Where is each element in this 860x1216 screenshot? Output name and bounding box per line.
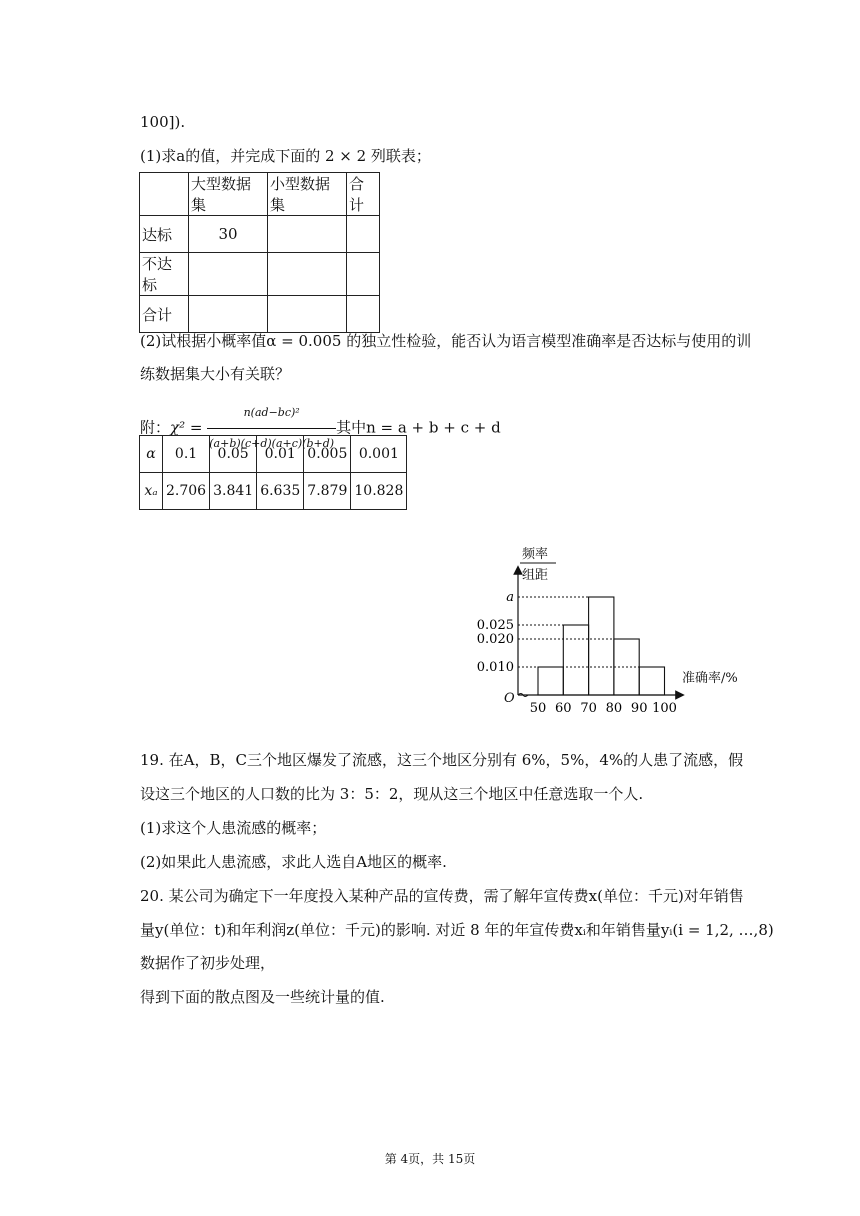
- y-tick-label: a: [506, 590, 514, 605]
- table-cell: 2.706: [163, 473, 210, 510]
- table-cell: 3.841: [210, 473, 257, 510]
- table-cell: 0.01: [257, 436, 304, 473]
- formula-where: 其中n = a + b + c + d: [336, 418, 501, 437]
- fraction-numerator: n(ad−bc)²: [207, 398, 336, 429]
- y-tick-label: 0.025: [476, 618, 514, 633]
- histogram-bar: [639, 667, 664, 695]
- text-line-continuation: 100]).: [140, 113, 186, 131]
- question-19-line-2: 设这三个地区的人口数的比为 3：5：2，现从这三个地区中任意选取一个人.: [140, 785, 644, 803]
- histogram-bar: [589, 597, 614, 695]
- table-cell: 0.005: [304, 436, 351, 473]
- table-header: 大型数据集: [189, 173, 268, 216]
- question-part-2: (2)试根据小概率值α = 0.005 的独立性检验，能否认为语言模型准确率是否达标与使用的训: [140, 332, 752, 350]
- question-19-line-1: 19. 在A，B，C三个地区爆发了流感，这三个地区分别有 6%，5%，4%的人患了流感，假: [140, 751, 744, 769]
- y-axis-label-bottom: 组距: [522, 568, 549, 583]
- x-tick-label: 100: [652, 701, 677, 716]
- table-row-label: xₐ: [140, 473, 163, 510]
- table-cell: 10.828: [351, 473, 407, 510]
- critical-value-table: [139, 435, 407, 510]
- table-cell: [268, 296, 347, 333]
- table-cell: [268, 216, 347, 253]
- x-axis-label: 准确率/%: [682, 671, 738, 686]
- table-row-label: 合计: [140, 296, 189, 333]
- table-cell: [268, 253, 347, 296]
- y-axis-label-top: 频率: [522, 547, 549, 562]
- table-cell: [347, 296, 380, 333]
- table-header: 合计: [347, 173, 380, 216]
- table-cell: 0.05: [210, 436, 257, 473]
- table-row-label: 不达标: [140, 253, 189, 296]
- x-tick-label: 70: [580, 701, 597, 716]
- table-cell: 7.879: [304, 473, 351, 510]
- question-part-1: (1)求a的值，并完成下面的 2 × 2 列联表；: [140, 147, 431, 165]
- question-19-part-1: (1)求这个人患流感的概率；: [140, 819, 327, 837]
- table-cell: [347, 253, 380, 296]
- appendix-label: 附：: [140, 418, 171, 437]
- frequency-histogram: [470, 540, 760, 720]
- question-19-part-2: (2)如果此人患流感，求此人选自A地区的概率.: [140, 853, 447, 871]
- question-part-2-cont: 练数据集大小有关联？: [140, 365, 291, 383]
- table-cell: 30: [189, 216, 268, 253]
- y-tick-label: 0.020: [476, 632, 514, 647]
- x-tick-label: 80: [605, 701, 623, 716]
- table-row-label: α: [140, 436, 163, 473]
- x-tick-label: 60: [555, 701, 572, 716]
- table-header: 小型数据集: [268, 173, 347, 216]
- contingency-table: [139, 172, 380, 333]
- chi-square-lhs: χ² =: [170, 418, 203, 437]
- x-tick-label: 50: [529, 701, 547, 716]
- table-cell: [189, 296, 268, 333]
- question-20-line-2: 量y(单位：t)和年利润z(单位：千元)的影响. 对近 8 年的年宣传费xᵢ和年销售量yᵢ(i = 1,2, …,8): [140, 921, 774, 939]
- question-20-line-1: 20. 某公司为确定下一年度投入某种产品的宣传费，需了解年宣传费x(单位：千元)对年销售: [140, 887, 744, 905]
- fraction-denominator: (a+b)(c+d)(a+c)(b+d): [209, 437, 335, 450]
- histogram-bar: [538, 667, 563, 695]
- table-cell: [347, 216, 380, 253]
- histogram-bar: [563, 625, 588, 695]
- table-cell: 0.001: [351, 436, 407, 473]
- y-tick-label: 0.010: [476, 660, 514, 675]
- table-cell: 6.635: [257, 473, 304, 510]
- origin-label: O: [504, 691, 515, 706]
- x-tick-label: 90: [630, 701, 648, 716]
- table-cell: [140, 173, 189, 216]
- question-20-line-3: 数据作了初步处理，: [140, 954, 276, 972]
- table-cell: 0.1: [163, 436, 210, 473]
- table-row-label: 达标: [140, 216, 189, 253]
- table-cell: [189, 253, 268, 296]
- question-20-line-4: 得到下面的散点图及一些统计量的值.: [140, 988, 385, 1006]
- page-footer: 第 4页，共 15页: [384, 1152, 476, 1166]
